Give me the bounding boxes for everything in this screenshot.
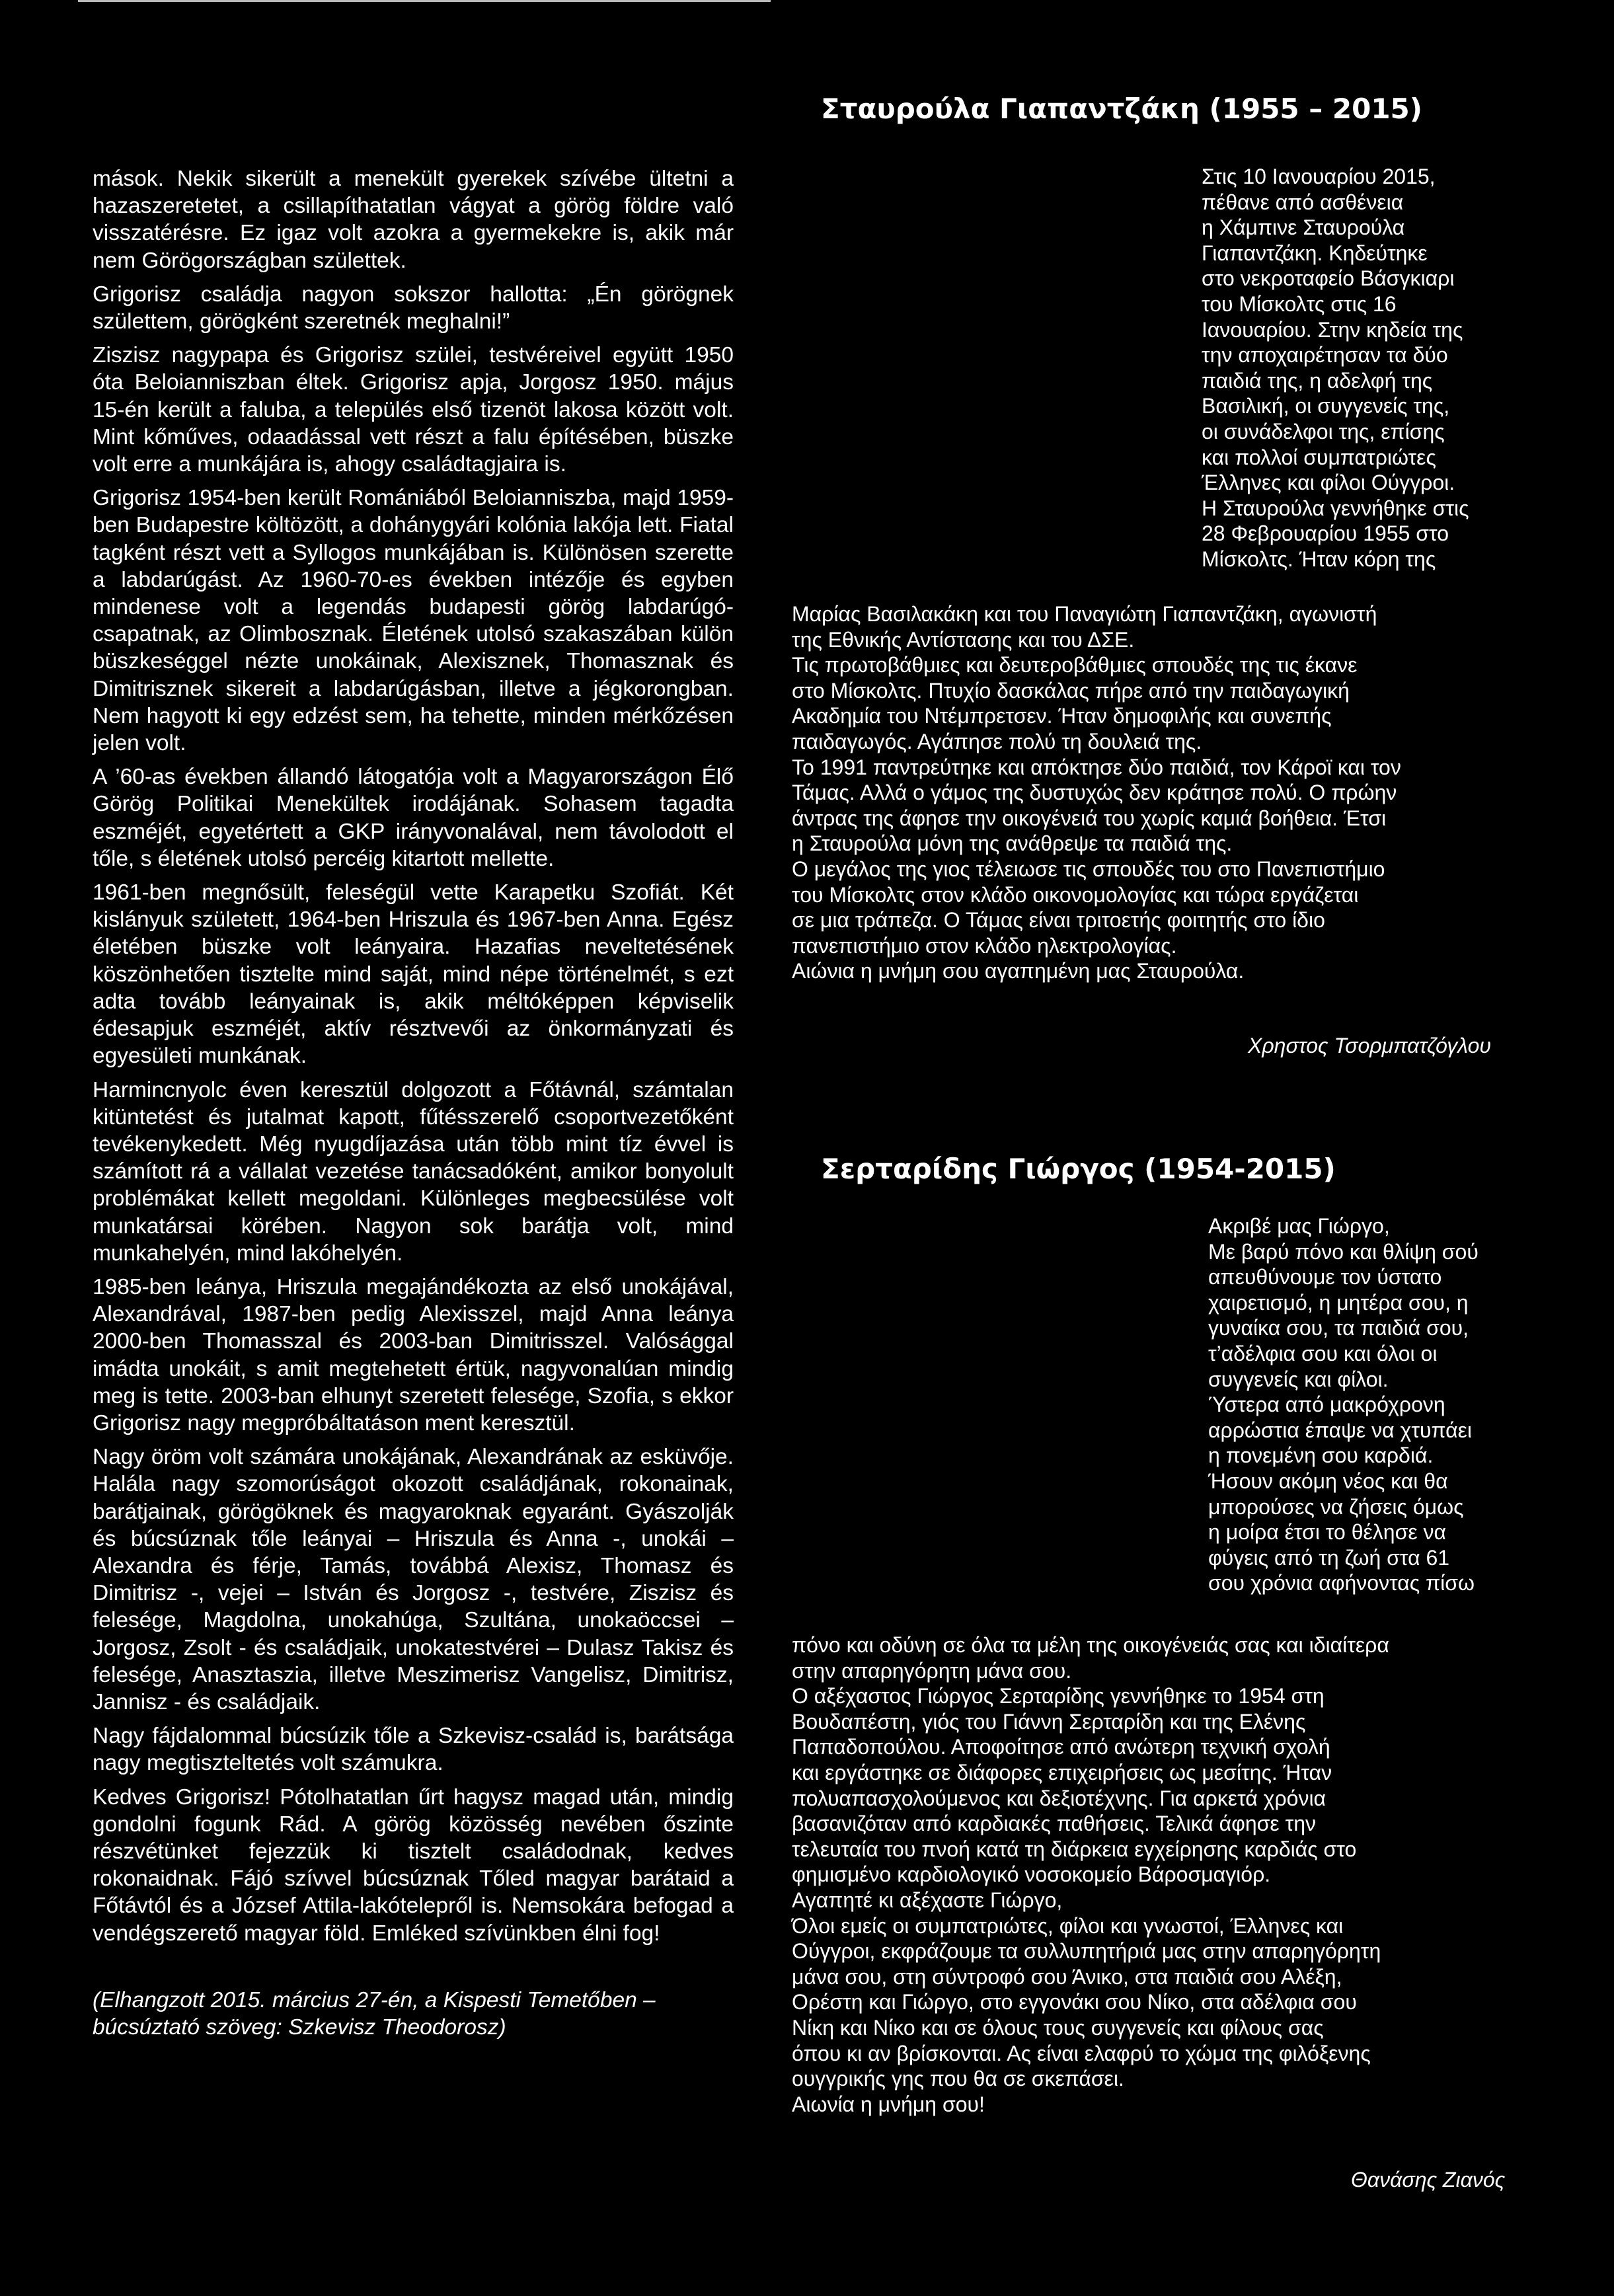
text-line: Παπαδοπούλου. Αποφοίτησε από ανώτερη τεχνική σχολή: [792, 1735, 1330, 1759]
paragraph: Harmincnyolc éven keresztül dolgozott a Főtávnál, számtalan kitüntetést és jutalmat kapott, fűtésszerelő csoportvezetőként tevékenykedett. Még nyugdíjazása után több mint tíz évvel is számított rá a vállalat vezetése tanácsadóként, amikor bonyolult problémákat kellett megoldani. Különleges megbecsülése volt munkatársai körében. Nagyon sok barátja volt, mind munkahelyén, mind lakóhelyén.: [93, 1077, 734, 1266]
text-line: άντρας της άφησε την οικογένειά του χωρίς καμιά βοήθεια. Έτσι: [792, 806, 1387, 830]
obituary-title-sertaridis: Σερταρίδης Γιώργος (1954-2015): [821, 1153, 1336, 1185]
text-line: απευθύνουμε τον ύστατο: [1208, 1265, 1442, 1289]
text-line: φύγεις από τη ζωή στα 61: [1208, 1545, 1450, 1570]
text-line: στο νεκροταφείο Βάσγκιαρι: [1202, 266, 1455, 291]
text-line: ουγγρικής γης που θα σε σκεπάσει.: [792, 2067, 1124, 2091]
text-line: Ήσουν ακόμη νέος και θα: [1208, 1469, 1448, 1493]
text-line: φημισμένο καρδιολογικό νοσοκομείο Βάροσμαγιόρ.: [792, 1862, 1271, 1887]
text-line: Η Σταυρούλα γεννήθηκε στις: [1202, 496, 1469, 520]
signature-1: Χρηστος Τσορμπατζόγλου: [1248, 1034, 1491, 1057]
text-line: του Μίσκολτς στον κλάδο οικονομολογίας και τώρα εργάζεται: [792, 882, 1359, 907]
text-line: Ο αξέχαστος Γιώργος Σερταρίδης γεννήθηκε το 1954 στη: [792, 1684, 1325, 1708]
text-line: Μίσκολτς. Ήταν κόρη της: [1202, 547, 1436, 571]
text-line: Αγαπητέ κι αξέχαστε Γιώργο,: [792, 1888, 1063, 1912]
text-line: οι συνάδελφοι της, επίσης: [1202, 419, 1445, 443]
text-line: Το 1991 παντρεύτηκε και απόκτησε δύο παιδιά, τον Κάροϊ και τον: [792, 755, 1401, 779]
text-line: Ο μεγάλος της γιος τέλειωσε τις σπουδές του στο Πανεπιστήμιο: [792, 857, 1385, 881]
text-line: όπου κι αν βρίσκονται. Ας είναι ελαφρύ το χώμα της φιλόξενης: [792, 2041, 1371, 2065]
text-line: Ακαδημία του Ντέμπρετσεν. Ήταν δημοφιλής και συνεπής: [792, 704, 1332, 728]
text-line: μάνα σου, στη σύντροφό σου Άνικο, στα παιδιά σου Αλέξη,: [792, 1964, 1342, 1989]
obit1-wide-block: [792, 601, 1539, 984]
top-rule: [78, 0, 771, 2]
obituary-title-stavroula: Σταυρούλα Γιαπαντζάκη (1955 – 2015): [821, 93, 1422, 125]
text-line: Ιανουαρίου. Στην κηδεία της: [1202, 317, 1463, 342]
text-line: την αποχαιρέτησαν τα δύο: [1202, 343, 1448, 367]
text-line: Έλληνες και φίλοι Ούγγροι.: [1202, 471, 1455, 495]
text-line: και πολλοί συμπατριώτες: [1202, 445, 1436, 469]
text-line: Γιαπαντζάκη. Κηδεύτηκε: [1202, 241, 1428, 265]
text-line: Τις πρωτοβάθμιες και δευτεροβάθμιες σπουδές της τις έκανε: [792, 653, 1358, 677]
text-line: σου χρόνια αφήνοντας πίσω: [1208, 1571, 1475, 1595]
text-line: στο Μίσκολτς. Πτυχίο δασκάλας πήρε από την παιδαγωγική: [792, 678, 1350, 703]
text-line: πανεπιστήμιο στον κλάδο ηλεκτρολογίας.: [792, 933, 1177, 958]
paragraph: 1961-ben megnősült, feleségül vette Karapetku Szofiát. Két kislányuk született, 1964-ben Hriszula és 1967-ben Anna. Egész életében büszke volt leányaira. Hazafias neveltetésének köszönhetően tisztelte mind saját, mind népe történelmét, s ezt adta tovább leányainak is, akik méltóképpen képviselik édesapjuk eszméjét, aktív résztvevői az önkormányzati és egyesületi munkának.: [93, 880, 734, 1069]
paragraph: Kedves Grigorisz! Pótolhatatlan űrt hagysz magad után, mindig gondolni fogunk Rád. A görög közösség nevében őszinte részvétünket fejezzük ki tisztelt családodnak, kedves rokonaidnak. Fájó szívvel búcsúznak Tőled magyar barátaid a Főtávtól és a József Attila-lakótelepről is. Nemsokára befogad a vendégszerető magyar föld. Emléked szívünkben élni fog!: [93, 1784, 734, 1946]
text-line: πολυαπασχολούμενος και δεξιοτέχνης. Για αρκετά χρόνια: [792, 1786, 1326, 1810]
text-line: χαιρετισμό, η μητέρα σου, η: [1208, 1290, 1469, 1315]
text-line: σε μια τράπεζα. Ο Τάμας είναι τριτοετής φοιτητής στο ίδιο: [792, 908, 1325, 933]
text-line: η μοίρα έτσι το θέλησε να: [1208, 1520, 1446, 1545]
text-line: Ύστερα από μακρόχρονη: [1208, 1393, 1445, 1417]
text-line: η Χάμπινε Σταυρούλα: [1202, 215, 1405, 240]
obit2-wide-block: [792, 1632, 1539, 2117]
text-line: Ούγγροι, εκφράζουμε τα συλλυπητήριά μας στην απαρηγόρητη: [792, 1939, 1381, 1964]
paragraph: 1985-ben leánya, Hriszula megajándékozta az első unokájával, Alexandrával, 1987-ben pedig Alexisszel, majd Anna leánya 2000-ben Thomasszal és 2003-ban Dimitrisszel. Valósággal imádta unokáit, s amit megtehetett értük, nagyvonalúan mindig meg is tette. 2003-ban elhunyt szeretett felesége, Szofia, s ekkor Grigorisz nagy megpróbáltatáson ment keresztül.: [93, 1274, 734, 1435]
hungarian-column: [93, 165, 734, 2047]
text-line: Με βαρύ πόνο και θλίψη σού: [1208, 1239, 1479, 1264]
text-line: του Μίσκολτς στις 16: [1202, 291, 1397, 316]
obit2-narrow-block: [1208, 1213, 1539, 1596]
text-line: μπορούσες να ζήσεις όμως: [1208, 1494, 1464, 1519]
text-line: Αιωνία η μνήμη σου!: [792, 2092, 985, 2116]
text-line: και εργάστηκε σε διάφορες επιχειρήσεις ως μεσίτης. Ήταν: [792, 1760, 1332, 1784]
text-line: τελευταία του πνοή κατά τη διάρκεια εγχείρησης καρδιάς στο: [792, 1837, 1357, 1861]
text-line: η Σταυρούλα μόνη της ανάθρεψε τα παιδιά της.: [792, 831, 1233, 856]
paragraph: mások. Nekik sikerült a menekült gyerekek szívébe ültetni a hazaszeretetet, a csillapíthatatlan vágyat a görög földre való visszatérésre. Ez igaz volt azokra a gyermekekre is, akik már nem Görögországban születtek.: [93, 167, 734, 273]
text-line: πόνο και οδύνη σε όλα τα μέλη της οικογένειάς σας και ιδιαίτερα: [792, 1633, 1389, 1657]
paragraph: A ’60-as években állandó látogatója volt a Magyarországon Élő Görög Politikai Menekültek irodájának. Sohasem tagadta eszméjét, egyetértett a GKP irányvonalával, nem távolodott el tőle, s életének utolsó percéig kitartott mellette.: [93, 765, 734, 871]
paragraph: Grigorisz családja nagyon sokszor hallotta: „Én görögnek születtem, görögként szeretnék meghalni!”: [93, 282, 734, 334]
text-line: παιδιά της, η αδελφή της: [1202, 368, 1433, 393]
text-line: Νίκη και Νίκο και σε όλους τους συγγενείς και φίλους σας: [792, 2015, 1324, 2040]
text-line: πέθανε από ασθένεια: [1202, 190, 1404, 214]
text-line: Στις 10 Ιανουαρίου 2015,: [1202, 165, 1436, 188]
paragraph: Nagy öröm volt számára unokájának, Alexandrának az esküvője. Halála nagy szomorúságot okozott családjának, rokonainak, barátjainak, görögöknek és magyaroknak egyaránt. Gyászolják és búcsúznak tőle leányai – Hriszula és Anna -, unokái – Alexandra és férje, Tamás, továbbá Alexisz, Thomasz és Dimitrisz -, vejei – István és Jorgosz -, testvére, Ziszisz és felesége, Magdolna, unokahúga, Szultána, unokaöccsei – Jorgosz, Zsolt - és családjaik, unokatestvérei – Dulasz Takisz és felesége, Anasztaszia, illetve Meszimerisz Vangelisz, Dimitrisz, Jannisz - és családjaik.: [93, 1445, 734, 1714]
text-line: Βουδαπέστη, γιός του Γιάννη Σερταρίδη και της Ελένης: [792, 1709, 1306, 1734]
text-line: Ορέστη και Γιώργο, στο εγγονάκι σου Νίκο, στα αδέλφια σου: [792, 1990, 1357, 2014]
text-line: αρρώστια έπαψε να χτυπάει: [1208, 1418, 1472, 1442]
paragraph: Grigorisz 1954-ben került Romániából Beloianniszba, majd 1959-ben Budapestre költözött, a dohánygyári kolónia lakója lett. Fiatal tagként részt vett a Syllogos munkájában is. Különösen szerette a labdarúgást. Az 1960-70-es években intézője és egyben mindenese volt a legendás budapesti görög labdarúgó-csapatnak, az Olimbosznak. Életének utolsó szakaszában külön büszkeséggel nézte unokáinak, Alexisznek, Thomasznak és Dimitrisznek sikereit a labdarúgásban, illetve a jégkorongban. Nem hagyott ki egy edzést sem, ha tehette, minden mérkőzésen jelen volt.: [93, 486, 734, 756]
text-line: συγγενείς και φίλοι.: [1208, 1367, 1389, 1391]
text-line: Όλοι εμείς οι συμπατριώτες, φίλοι και γνωστοί, Έλληνες και: [792, 1913, 1344, 1938]
text-line: στην απαρηγόρητη μάνα σου.: [792, 1658, 1072, 1683]
text-line: 28 Φεβρουαρίου 1955 στο: [1202, 521, 1449, 546]
text-line: βασανιζόταν από καρδιακές παθήσεις. Τελικά άφησε την: [792, 1812, 1316, 1836]
text-line: Αιώνια η μνήμη σου αγαπημένη μας Σταυρούλα.: [792, 959, 1245, 983]
paragraph: Nagy fájdalommal búcsúzik tőle a Szkevisz-család is, barátsága nagy megtiszteltetés volt számukra.: [93, 1724, 734, 1776]
paragraph: Ziszisz nagypapa és Grigorisz szülei, testvéreivel együtt 1950 óta Beloianniszban éltek. Grigorisz apja, Jorgosz 1950. május 15-én került a faluba, a település első tizenöt lakosa között volt. Mint kőműves, odaadással vett részt a falu építésében, büszke volt erre a munkájára is, ahogy családtagjaira is.: [93, 343, 734, 477]
text-line: Μαρίας Βασιλακάκη και του Παναγιώτη Γιαπαντζάκη, αγωνιστή: [792, 602, 1377, 626]
text-line: Βασιλική, οι συγγενείς της,: [1202, 394, 1450, 418]
text-line: παιδαγωγός. Αγάπησε πολύ τη δουλειά της.: [792, 729, 1202, 753]
text-line: γυναίκα σου, τα παιδιά σου,: [1208, 1316, 1469, 1340]
text-line: η πονεμένη σου καρδιά.: [1208, 1443, 1434, 1468]
text-line: τ’αδέλφια σου και όλοι οι: [1208, 1341, 1438, 1365]
credit-note: (Elhangzott 2015. március 27-én, a Kispesti Temetőben – búcsúztató szöveg: Szkevisz Theodorosz): [93, 1987, 656, 2040]
text-line: της Εθνικής Αντίστασης και του ΔΣΕ.: [792, 627, 1135, 652]
text-line: Τάμας. Αλλά ο γάμος της δυστυχώς δεν κράτησε πολύ. Ο πρώην: [792, 781, 1397, 805]
text-line: Ακριβέ μας Γιώργο,: [1208, 1214, 1390, 1238]
signature-2: Θανάσης Ζιανός: [1351, 2168, 1506, 2192]
obit1-narrow-block: [1202, 164, 1545, 572]
